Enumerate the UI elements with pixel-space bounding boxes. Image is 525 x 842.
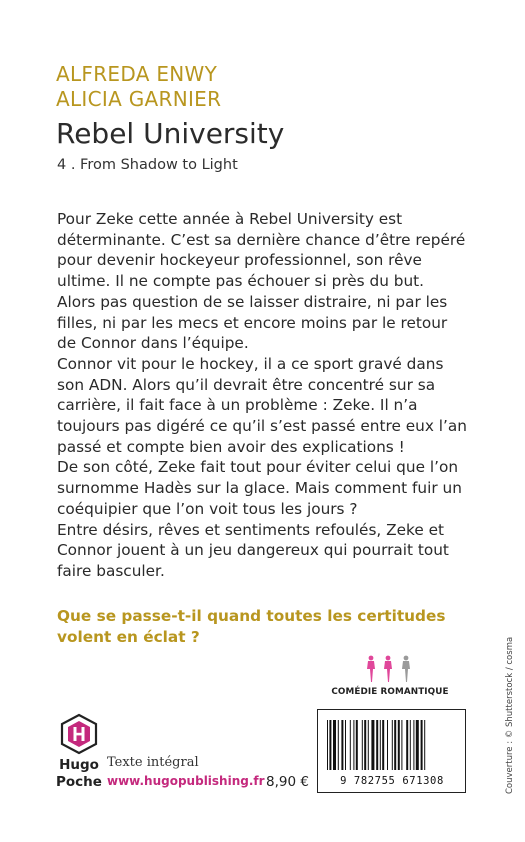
blurb-paragraph: Connor vit pour le hockey, il a ce sport gravé dans son ADN. Alors qu’il devrait être concentré sur sa carrière, il fait face à un problème : Zeke. Il n’a toujours pas digéré ce qu’il s’est passé entre eux l’an passé et compte bien avoir des explications ! [57,354,467,456]
barcode-bar [341,720,343,770]
barcode-bar [364,720,366,770]
barcode-bar [392,720,393,770]
barcode-bar [406,720,408,770]
barcode-bar [421,720,423,770]
barcode-bar [398,720,400,770]
book-title: Rebel University [56,117,285,150]
barcode-bar [356,720,358,770]
barcode-bar [329,720,331,770]
author-name: ALICIA GARNIER [56,87,222,111]
publisher-brand-line: Hugo [59,757,99,773]
cover-credit: Couverture : © Shutterstock / cosma [505,636,515,794]
publisher-brand-line: Poche [56,774,102,790]
edition-note: Texte intégral [107,755,199,770]
genre-badge [328,655,452,697]
barcode-bar [338,720,339,770]
barcode-bar [327,720,328,770]
blurb-paragraph: Entre désirs, rêves et sentiments refoulés, Zeke et Connor jouent à un jeu dangereux qui pourrait tout faire basculer. [57,520,449,580]
barcode-bar [333,720,336,770]
barcode-bar [345,720,346,770]
hexagon-h-logo-icon [59,713,99,755]
publisher-logo [56,713,102,789]
barcode-bar [382,720,384,770]
author-names [56,62,221,112]
barcode-bar [424,720,425,770]
blurb-paragraph: De son côté, Zeke fait tout pour éviter celui que l’on surnomme Hadès sur la glace. Mais comment fuir un coéquipier que l’on voit tous les jours ? [57,458,462,518]
three-women-silhouettes-icon [362,655,418,683]
barcode-bar [368,720,369,770]
tagline-hook: Que se passe-t-il quand toutes les certitudes volent en éclat ? [57,607,446,646]
barcode-bar [413,720,414,770]
book-price: 8,90 € [266,774,309,790]
isbn-number: 9 782755 671308 [340,775,444,787]
barcode-bar [410,720,411,770]
barcode-bar [401,720,402,770]
barcode-bar [371,720,374,770]
barcode-bar [416,720,419,770]
barcode-bar [353,720,354,770]
blurb-paragraph: Pour Zeke cette année à Rebel University est déterminante. C’est sa dernière chance d’être repéré pour devenir hockeyeur professionnel, son rêve ultime. Il ne compte pas échouer si près du but. Alors pas question de se laisser distraire, ni par les filles, ni par les mecs et encore moins par le retour de Connor dans l’équipe. [57,210,466,353]
barcode-bar [380,720,381,770]
barcode-bars [327,720,456,770]
isbn-barcode [317,709,466,793]
barcode-bar [387,720,388,770]
author-name: ALFREDA ENWY [56,62,218,86]
book-subtitle: 4 . From Shadow to Light [57,157,238,173]
genre-label: COMÉDIE ROMANTIQUE [331,687,449,697]
barcode-bar [394,720,396,770]
barcode-bar [362,720,363,770]
back-cover-blurb [57,209,467,582]
barcode-bar [376,720,378,770]
barcode-bar [350,720,351,770]
publisher-website-link[interactable]: www.hugopublishing.fr [107,774,265,788]
